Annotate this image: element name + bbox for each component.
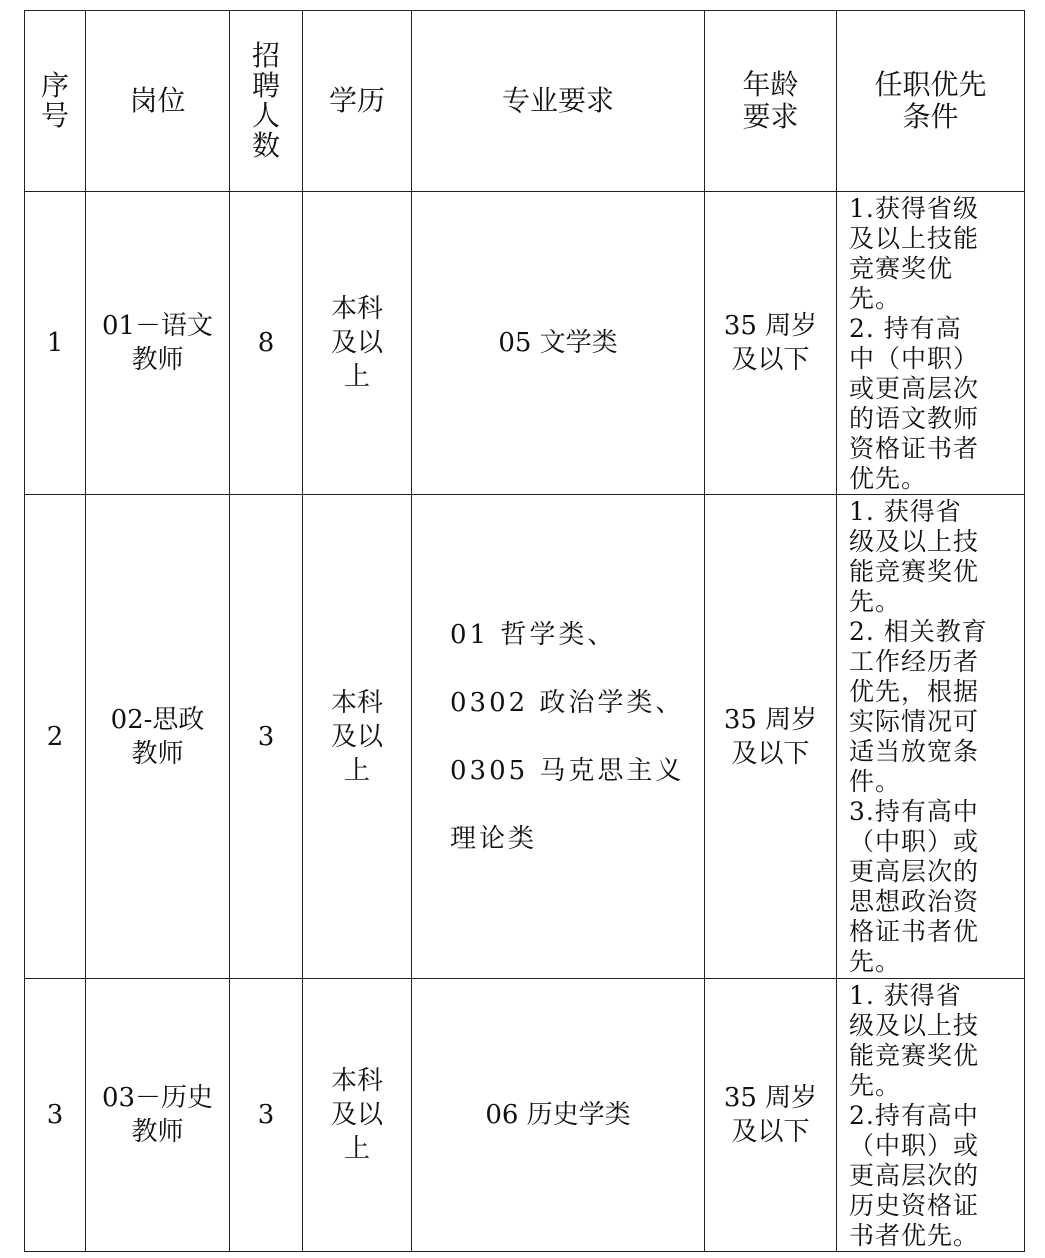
cell-major: 06 历史学类 (412, 979, 705, 1252)
header-major: 专业要求 (412, 11, 705, 192)
cell-seq: 2 (25, 495, 86, 979)
cell-priority: 1. 获得省 级及以上技 能竞赛奖优 先。 2.持有高中 （中职）或 更高层次的 历史资格证 书者优先。 (837, 979, 1025, 1252)
cell-major: 05 文学类 (412, 192, 705, 495)
cell-education: 本科 及以 上 (303, 192, 412, 495)
major-line: 0305 马克思主义 (450, 755, 685, 786)
cell-education: 本科 及以 上 (303, 979, 412, 1252)
table-row (25, 192, 1025, 495)
cell-position: 02-思政 教师 (86, 495, 230, 979)
cell-age: 35 周岁 及以下 (705, 192, 837, 495)
cell-count: 8 (230, 192, 303, 495)
cell-seq: 3 (25, 979, 86, 1252)
major-line: 理论类 (450, 823, 538, 854)
cell-position: 01－语文 教师 (86, 192, 230, 495)
cell-count: 3 (230, 979, 303, 1252)
cell-priority: 1.获得省级 及以上技能 竞赛奖优 先。 2. 持有高 中（中职） 或更高层次 的语文教师 资格证书者 优先。 (837, 192, 1025, 495)
cell-position: 03－历史 教师 (86, 979, 230, 1252)
cell-priority: 1. 获得省 级及以上技 能竞赛奖优 先。 2. 相关教育 工作经历者 优先，根据 实际情况可 适当放宽条 件。 3.持有高中 （中职）或 更高层次的 思想政治资 格证书者优 先。 (837, 495, 1025, 979)
header-priority: 任职优先 条件 (837, 11, 1025, 192)
header-row (25, 11, 1025, 192)
cell-age: 35 周岁 及以下 (705, 979, 837, 1252)
cell-major (412, 495, 705, 979)
header-education: 学历 (303, 11, 412, 192)
table-row (25, 495, 1025, 979)
cell-age: 35 周岁 及以下 (705, 495, 837, 979)
cell-education: 本科 及以 上 (303, 495, 412, 979)
major-line: 01 哲学类、 (450, 619, 617, 650)
header-seq: 序 号 (25, 11, 86, 192)
cell-count: 3 (230, 495, 303, 979)
recruitment-table (24, 10, 1025, 1252)
table-row (25, 979, 1025, 1252)
major-line: 0302 政治学类、 (450, 687, 685, 718)
header-age: 年龄 要求 (705, 11, 837, 192)
header-count: 招 聘 人 数 (230, 11, 303, 192)
header-position: 岗位 (86, 11, 230, 192)
cell-seq: 1 (25, 192, 86, 495)
